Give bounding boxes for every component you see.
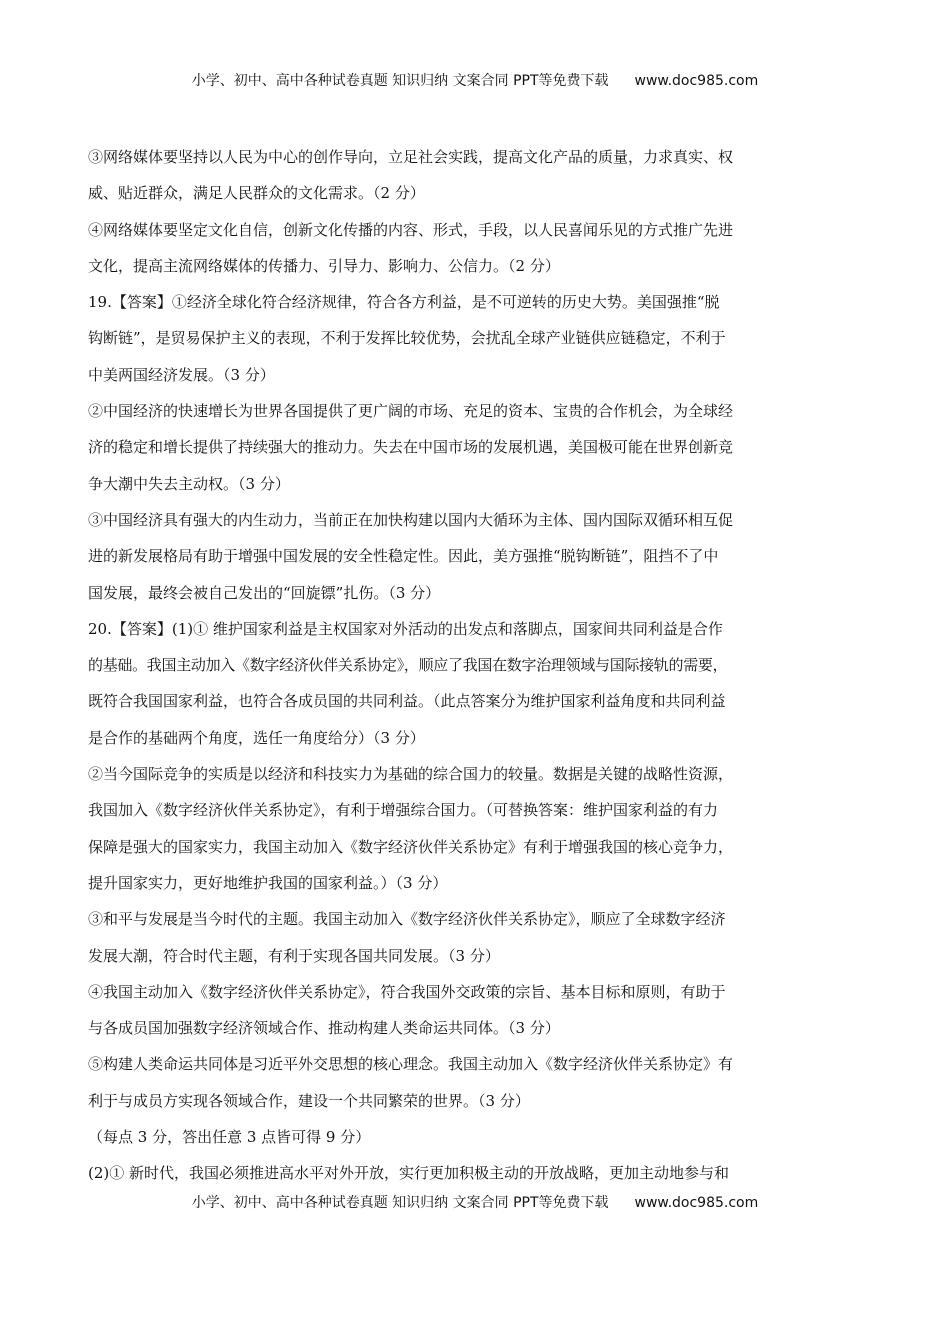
text-line: ③网络媒体要坚持以人民为中心的创作导向，立足社会实践，提高文化产品的质量，力求真实、权 xyxy=(88,148,734,166)
text-line: 提升国家实力，更好地维护我国的国家利益。）（3 分） xyxy=(88,873,448,892)
text-line: 我国加入《数字经济伙伴关系协定》，有利于增强综合国力。（可替换答案：维护国家利益的有力 xyxy=(88,801,719,820)
answer-20-line: 20.【答案】(1)① 维护国家利益是主权国家对外活动的出发点和落脚点，国家间共同利益是合作 xyxy=(88,619,723,638)
text-line: 是合作的基础两个角度，选任一角度给分）（3 分） xyxy=(88,728,425,747)
text-line: 争大潮中失去主动权。（3 分） xyxy=(88,474,290,493)
scoring-note: （每点 3 分，答出任意 3 点皆可得 9 分） xyxy=(88,1128,371,1147)
text-line: (2)① 新时代，我国必须推进高水平对外开放，实行更加积极主动的开放战略，更加主动地参与和 xyxy=(88,1164,730,1183)
text-line: ④我国主动加入《数字经济伙伴关系协定》，符合我国外交政策的宗旨、基本目标和原则，有助于 xyxy=(88,982,726,1001)
text-line: 中美两国经济发展。（3 分） xyxy=(88,365,275,384)
text-line: ③中国经济具有强大的内生动力，当前正在加快构建以国内大循环为主体、国内国际双循环相互促 xyxy=(88,510,734,529)
text-line: 钩断链”，是贸易保护主义的表现，不利于发挥比较优势，会扰乱全球产业链供应链稳定，不利于 xyxy=(88,329,726,348)
page-footer xyxy=(0,1192,950,1212)
text-line: 保障是强大的国家实力，我国主动加入《数字经济伙伴关系协定》有利于增强我国的核心竞争力， xyxy=(88,837,734,856)
document-body xyxy=(88,139,868,1192)
text-line: 威、贴近群众，满足人民群众的文化需求。（2 分） xyxy=(88,184,425,203)
text-line: ⑤构建人类命运共同体是习近平外交思想的核心理念。我国主动加入《数字经济伙伴关系协定》有 xyxy=(88,1055,734,1074)
text-line: 进的新发展格局有助于增强中国发展的安全性稳定性。因此，美方强推“脱钩断链”，阻挡不了中 xyxy=(88,547,719,566)
text-line: 的基础。我国主动加入《数字经济伙伴关系协定》，顺应了我国在数字治理领域与国际接轨的需要， xyxy=(88,656,728,675)
text-line: 济的稳定和增长提供了持续强大的推动力。失去在中国市场的发展机遇，美国极可能在世界创新竞 xyxy=(88,438,734,457)
footer-text: 小学、初中、高中各种试卷真题 知识归纳 文案合同 PPT等免费下载 xyxy=(191,1195,609,1211)
text-line: 利于与成员方实现各领域合作，建设一个共同繁荣的世界。（3 分） xyxy=(88,1091,530,1110)
header-url[interactable]: www.doc985.com xyxy=(634,73,759,89)
page-header xyxy=(0,70,950,90)
text-line: 文化，提高主流网络媒体的传播力、引导力、影响力、公信力。（2 分） xyxy=(88,256,560,275)
text-line: 与各成员国加强数字经济领域合作、推动构建人类命运共同体。（3 分） xyxy=(88,1019,560,1038)
text-line: ④网络媒体要坚定文化自信，创新文化传播的内容、形式，手段，以人民喜闻乐见的方式推广先进 xyxy=(88,220,734,239)
text-line: ②中国经济的快速增长为世界各国提供了更广阔的市场、充足的资本、宝贵的合作机会，为全球经 xyxy=(88,402,734,421)
footer-url[interactable]: www.doc985.com xyxy=(634,1195,759,1211)
header-text: 小学、初中、高中各种试卷真题 知识归纳 文案合同 PPT等免费下载 xyxy=(191,73,609,89)
text-line: ②当今国际竞争的实质是以经济和科技实力为基础的综合国力的较量。数据是关键的战略性资源， xyxy=(88,765,734,784)
text-line: 既符合我国国家利益，也符合各成员国的共同利益。（此点答案分为维护国家利益角度和共同利益 xyxy=(88,692,726,711)
text-line: ③和平与发展是当今时代的主题。我国主动加入《数字经济伙伴关系协定》，顺应了全球数字经济 xyxy=(88,910,726,929)
text-line: 发展大潮，符合时代主题，有利于实现各国共同发展。（3 分） xyxy=(88,946,500,965)
answer-19-line: 19.【答案】①经济全球化符合经济规律，符合各方利益，是不可逆转的历史大势。美国强推“脱 xyxy=(88,293,720,312)
text-line: 国发展，最终会被自己发出的“回旋镖”扎伤。（3 分） xyxy=(88,583,441,602)
